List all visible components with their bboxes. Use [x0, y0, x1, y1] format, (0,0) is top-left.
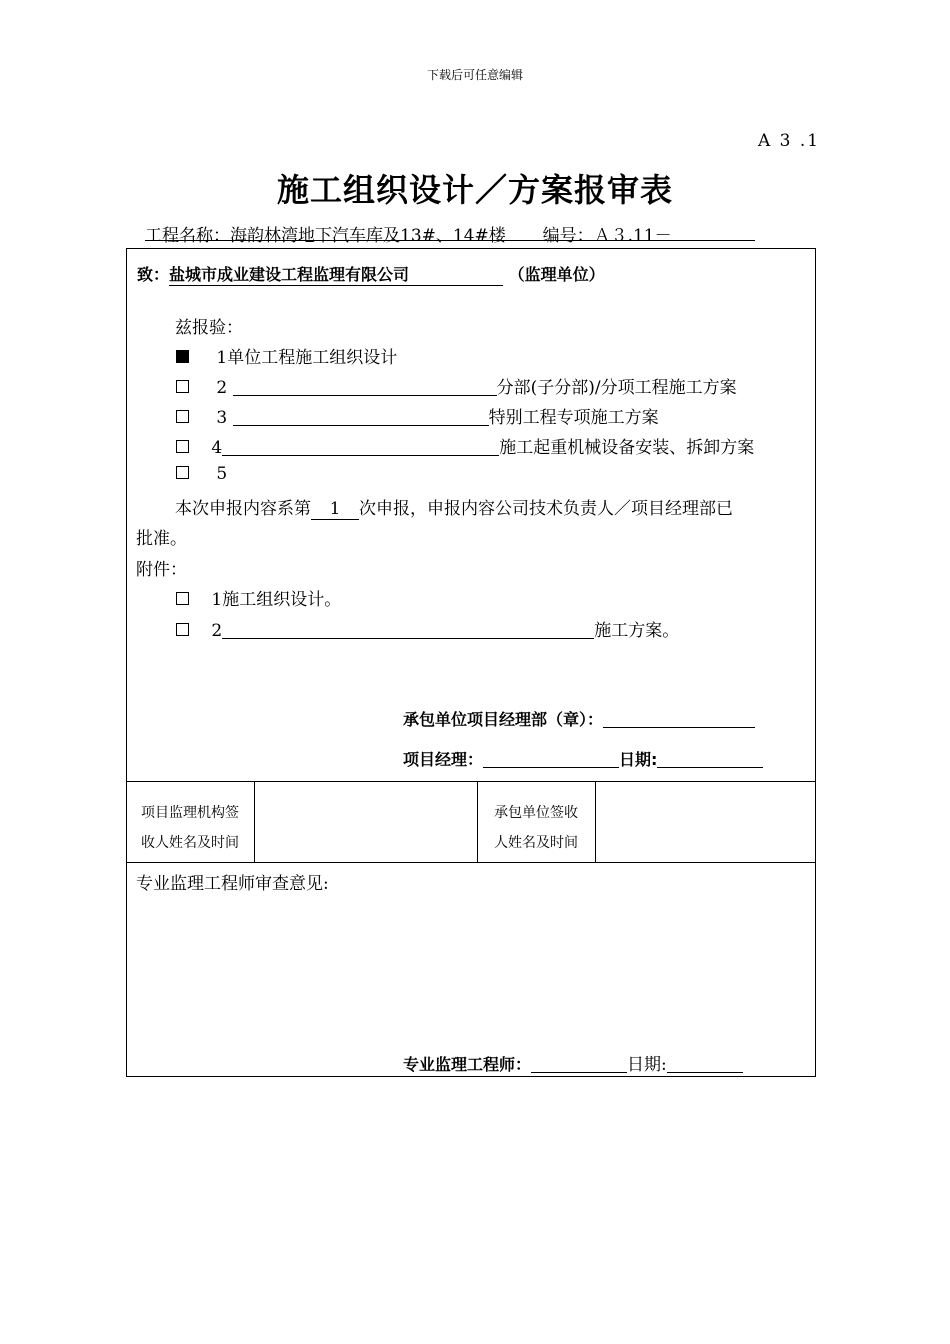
- divider-receipt-bottom: [126, 862, 816, 863]
- supervision-unit: 盐城市成业建设工程监理有限公司: [169, 265, 410, 284]
- date-label: 日期:: [619, 750, 658, 769]
- project-manager-label: 项目经理：: [403, 750, 484, 769]
- submission-count-field[interactable]: [311, 499, 359, 520]
- item-4-label: 施工起重机械设备安装、拆卸方案: [499, 438, 755, 458]
- attachment-1: [176, 585, 341, 610]
- item-2: [176, 373, 737, 398]
- declaration-line-1: [175, 494, 733, 520]
- contractor-receipt-line2: 人姓名及时间: [494, 835, 578, 851]
- project-underline: [145, 240, 755, 241]
- review-comment-area[interactable]: [136, 895, 804, 1035]
- project-number: 编号：Ａ３.11－: [542, 226, 672, 246]
- attachment-1-checkbox[interactable]: [176, 592, 189, 605]
- item-1-label: 1单位工程施工组织设计: [216, 348, 398, 368]
- form-code: A 3 .1: [758, 131, 821, 151]
- item-3-number: 3: [216, 408, 228, 428]
- review-date-label: 日期:: [627, 1055, 667, 1075]
- item-2-number: 2: [216, 378, 228, 398]
- manager-line: [403, 747, 763, 770]
- attachment-2-number: 2: [211, 621, 223, 641]
- item-2-checkbox[interactable]: [176, 380, 189, 393]
- project-name: 工程名称：海韵林湾地下汽车库及13#、14#楼: [145, 226, 506, 246]
- attachment-2-blank[interactable]: [222, 622, 594, 639]
- attachments-label: 附件：: [136, 560, 187, 580]
- header-note: 下载后可任意编辑: [426, 68, 523, 82]
- declaration-part1: 本次申报内容系第: [175, 499, 311, 519]
- receipt-col-divider-1: [254, 781, 255, 862]
- project-line: [145, 221, 672, 246]
- engineer-field[interactable]: [531, 1056, 627, 1073]
- engineer-line: [403, 1050, 743, 1075]
- contractor-dept-line: [403, 707, 755, 730]
- receipt-col-divider-2: [477, 781, 478, 862]
- contractor-receipt-field[interactable]: [597, 782, 813, 861]
- item-5: [176, 464, 227, 484]
- item-3: [176, 403, 659, 428]
- item-4-checkbox[interactable]: [176, 440, 189, 453]
- report-intro: 兹报验：: [175, 318, 243, 338]
- contractor-receipt-line1: 承包单位签收: [494, 805, 578, 821]
- attachment-1-label: 1施工组织设计。: [211, 590, 342, 610]
- addressee-prefix: 致：: [137, 265, 170, 284]
- supervision-unit-field[interactable]: [169, 262, 503, 286]
- item-5-checkbox[interactable]: [176, 466, 189, 479]
- declaration-line-2: 批准。: [136, 529, 187, 549]
- page-title: 施工组织设计／方案报审表: [276, 171, 673, 209]
- contractor-dept-field[interactable]: [603, 711, 755, 728]
- declaration-part2: 次申报，申报内容公司技术负责人／项目经理部已: [359, 499, 733, 519]
- attachment-2-label: 施工方案。: [594, 621, 680, 641]
- item-3-label: 特别工程专项施工方案: [488, 408, 659, 428]
- supervisor-receipt-line1: 项目监理机构签: [141, 805, 239, 821]
- item-4-number: 4: [211, 438, 223, 458]
- supervisor-receipt-line2: 收人姓名及时间: [141, 835, 239, 851]
- receipt-col-divider-3: [595, 781, 596, 862]
- item-3-checkbox[interactable]: [176, 410, 189, 423]
- item-2-label: 分部(子分部)/分项工程施工方案: [496, 378, 737, 398]
- item-4-blank[interactable]: [222, 439, 499, 456]
- item-4: [176, 433, 754, 458]
- item-5-number: 5: [216, 464, 228, 484]
- addressee-suffix: （监理单位）: [508, 265, 605, 284]
- date-field[interactable]: [657, 751, 763, 768]
- contractor-receipt-label: [494, 798, 578, 858]
- supervisor-receipt-label: [141, 798, 239, 858]
- engineer-label: 专业监理工程师：: [403, 1055, 532, 1074]
- contractor-dept-label: 承包单位项目经理部（章）：: [403, 710, 604, 729]
- review-label: 专业监理工程师审查意见:: [136, 874, 329, 894]
- project-manager-field[interactable]: [483, 751, 619, 768]
- attachment-2-checkbox[interactable]: [176, 623, 189, 636]
- submission-count: 1: [329, 499, 341, 519]
- item-1-checkbox[interactable]: [176, 350, 189, 363]
- item-3-blank[interactable]: [233, 409, 489, 426]
- attachment-2: [176, 616, 679, 641]
- item-1: [176, 343, 397, 368]
- supervisor-receipt-field[interactable]: [256, 782, 476, 861]
- review-date-field[interactable]: [667, 1056, 743, 1073]
- item-2-blank[interactable]: [233, 379, 497, 396]
- addressee-line: [137, 262, 605, 286]
